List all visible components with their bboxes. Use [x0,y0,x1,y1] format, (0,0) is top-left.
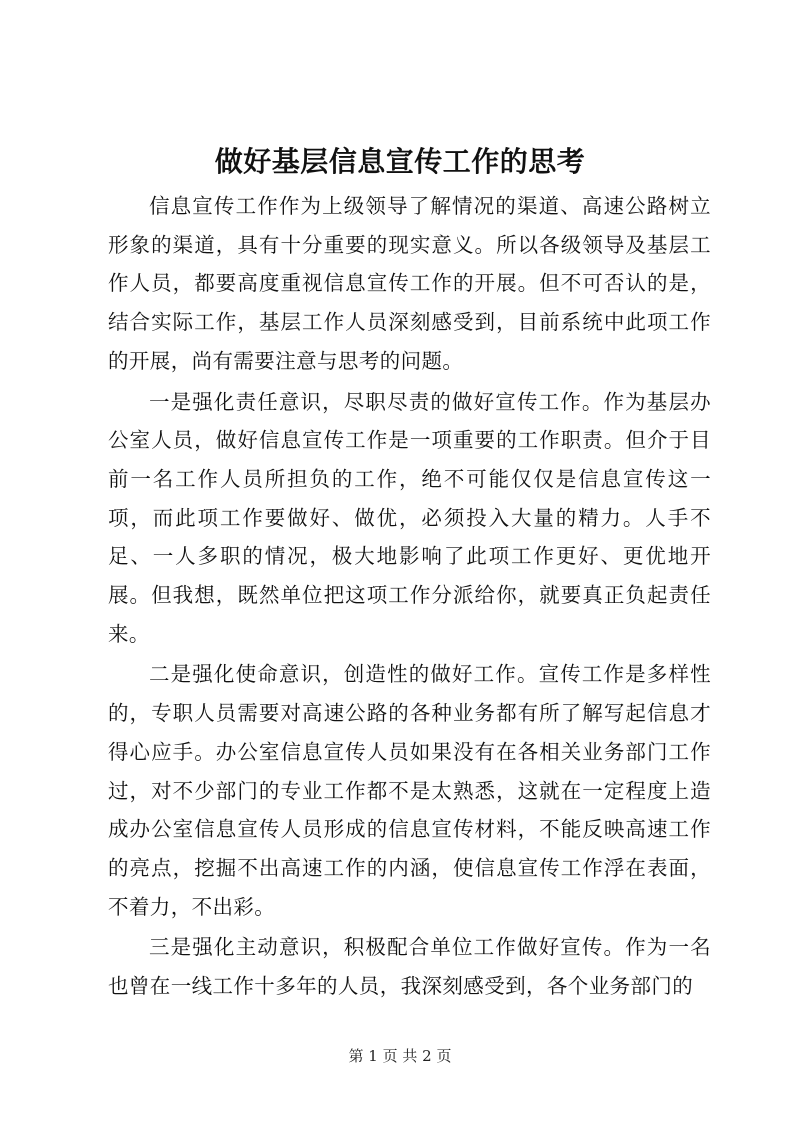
paragraph-responsibility: 一是强化责任意识，尽职尽责的做好宣传工作。作为基层办公室人员，做好信息宣传工作是一项重要的工作职责。但介于目前一名工作人员所担负的工作，绝不可能仅仅是信息宣传这一项，而此项工作要做好、做优，必须投入大量的精力。人手不足、一人多职的情况，极大地影响了此项工作更好、更优地开展。但我想，既然单位把这项工作分派给你，就要真正负起责任来。 [108,389,711,646]
paragraph-intro: 信息宣传工作作为上级领导了解情况的渠道、高速公路树立形象的渠道，具有十分重要的现实意义。所以各级领导及基层工作人员，都要高度重视信息宣传工作的开展。但不可否认的是，结合实际工作，基层工作人员深刻感受到，目前系统中此项工作的开展，尚有需要注意与思考的问题。 [108,194,711,373]
paragraph-initiative: 三是强化主动意识，积极配合单位工作做好宣传。作为一名也曾在一线工作十多年的人员，我深刻感受到，各个业务部门的 [108,935,711,999]
document-title: 做好基层信息宣传工作的思考 [214,145,586,178]
paragraph-mission: 二是强化使命意识，创造性的做好工作。宣传工作是多样性的，专职人员需要对高速公路的各种业务都有所了解写起信息才得心应手。办公室信息宣传人员如果没有在各相关业务部门工作过，对不少部门的专业工作都不是太熟悉，这就在一定程度上造成办公室信息宣传人员形成的信息宣传材料，不能反映高速工作的亮点，挖掘不出高速工作的内涵，使信息宣传工作浮在表面，不着力，不出彩。 [108,662,711,919]
page-footer: 第 1 页 共 2 页 [348,1047,452,1065]
document-body [108,187,711,1008]
